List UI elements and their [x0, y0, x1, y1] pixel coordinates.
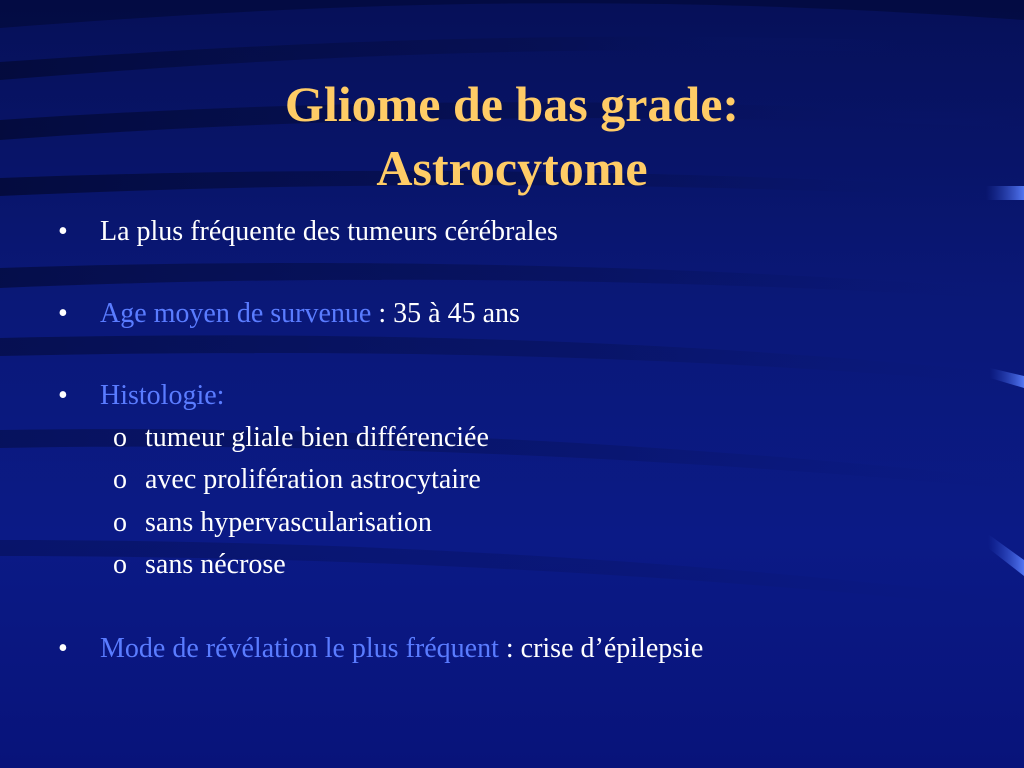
sub-bullet-marker: o — [113, 464, 127, 495]
bullet-marker: • — [58, 633, 68, 664]
histology-item-text: tumeur gliale bien différenciée — [145, 422, 489, 453]
bullet-marker: • — [58, 216, 68, 247]
slide-title — [0, 72, 1024, 200]
bullet-age — [58, 296, 520, 332]
sub-bullet-marker: o — [113, 507, 127, 538]
bullet-text: La plus fréquente des tumeurs cérébrales — [100, 216, 558, 247]
sub-bullet-marker: o — [113, 549, 127, 580]
histology-item — [113, 505, 432, 541]
bullet-highlight: Mode de révélation le plus fréquent — [100, 633, 499, 664]
histology-item — [113, 420, 489, 456]
bullet-marker: • — [58, 380, 68, 411]
title-line-2: Astrocytome — [376, 140, 648, 196]
bullet-revelation — [58, 631, 703, 667]
bullet-frequency — [58, 214, 558, 250]
bullet-highlight: Age moyen de survenue — [100, 298, 372, 329]
bullet-text: : 35 à 45 ans — [371, 298, 520, 329]
histology-item-text: sans nécrose — [145, 549, 286, 580]
histology-item-text: avec prolifération astrocytaire — [145, 464, 481, 495]
title-line-1: Gliome de bas grade: — [284, 76, 740, 132]
bullet-histology — [58, 378, 224, 414]
histology-item — [113, 547, 286, 583]
bullet-marker: • — [58, 298, 68, 329]
bullet-highlight: Histologie: — [100, 380, 225, 411]
sub-bullet-marker: o — [113, 422, 127, 453]
histology-item — [113, 462, 481, 498]
bullet-text: : crise d’épilepsie — [498, 633, 704, 664]
histology-item-text: sans hypervascularisation — [145, 507, 432, 538]
